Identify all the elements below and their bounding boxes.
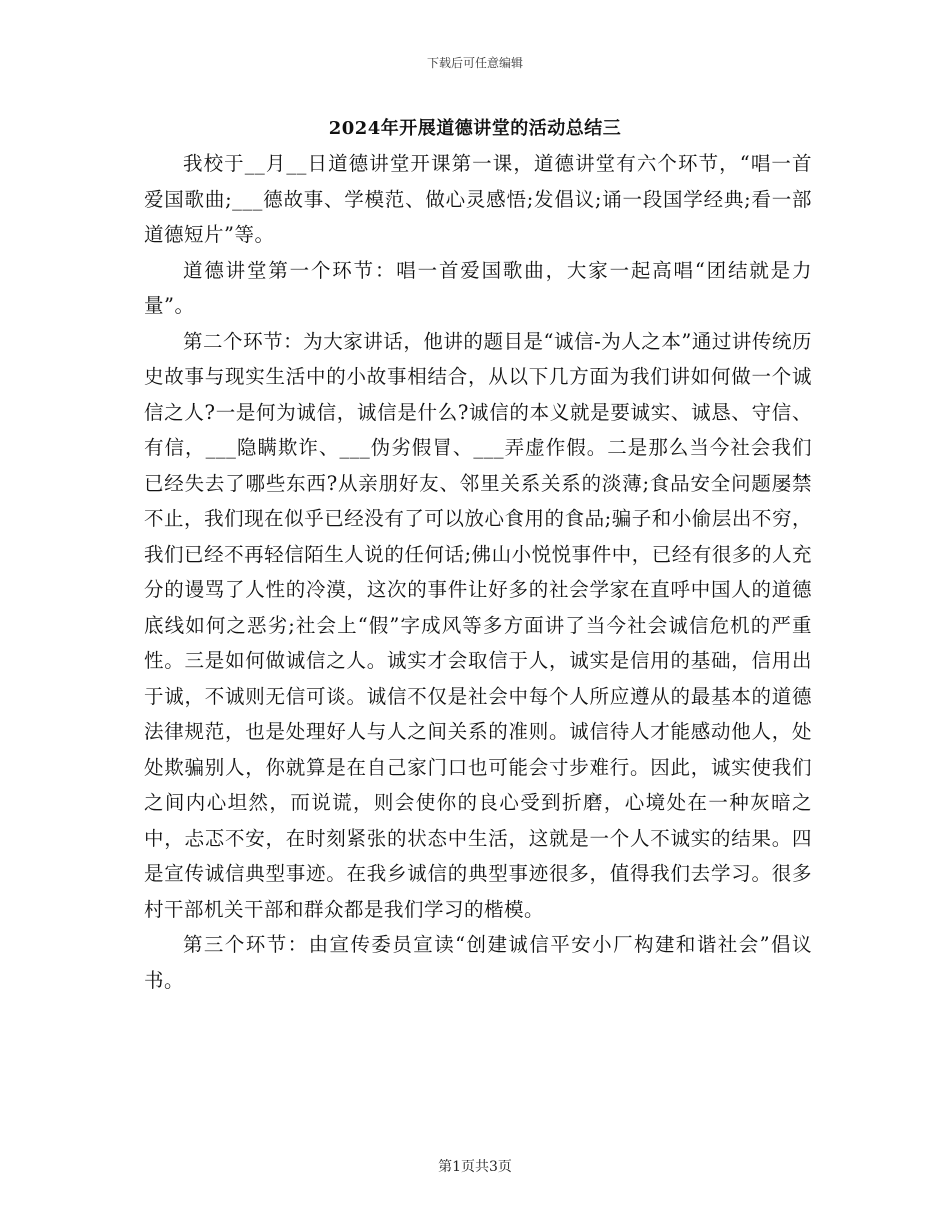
page-number-footer: 第1页共3页 <box>438 1159 512 1175</box>
paragraph-intro: 我校于__月__日道德讲堂开课第一课，道德讲堂有六个环节，“唱一首爱国歌曲;___德故事、学模范、做心灵感悟;发倡议;诵一段国学经典;看一部道德短片”等。 <box>144 152 812 246</box>
header-note: 下载后可任意编辑 <box>426 56 523 70</box>
paragraph-second-section: 第二个环节：为大家讲话，他讲的题目是“诚信-为人之本”通过讲传统历史故事与现实生活中的小故事相结合，从以下几方面为我们讲如何做一个诚信之人?一是何为诚信，诚信是什么?诚信的本义就是要诚实、诚恳、守信、有信，___隐瞒欺诈、___伪劣假冒、___弄虚作假。二是那么当今社会我们已经失去了哪些东西?从亲朋好友、邻里关系关系的淡薄;食品安全问题屡禁不止，我们现在似乎已经没有了可以放心食用的食品;骗子和小偷层出不穷，我们已经不再轻信陌生人说的任何话;佛山小悦悦事件中，已经有很多的人充分的谩骂了人性的冷漠，这次的事件让好多的社会学家在直呼中国人的道德底线如何之恶劣;社会上“假”字成风等多方面讲了当今社会诚信危机的严重性。三是如何做诚信之人。诚实才会取信于人，诚实是信用的基础，信用出于诚，不诚则无信可谈。诚信不仅是社会中每个人所应遵从的最基本的道德法律规范，也是处理好人与人之间关系的准则。诚信待人才能感动他人，处处欺骗别人，你就算是在自己家门口也可能会寸步难行。因此，诚实使我们之间内心坦然，而说谎，则会使你的良心受到折磨，心境处在一种灰暗之中，忐忑不安，在时刻紧张的状态中生活，这就是一个人不诚实的结果。四是宣传诚信典型事迹。在我乡诚信的典型事迹很多，值得我们去学习。很多村干部机关干部和群众都是我们学习的楷模。 <box>144 329 812 921</box>
document-title: 2024年开展道德讲堂的活动总结三 <box>328 118 622 139</box>
paragraph-first-section: 道德讲堂第一个环节：唱一首爱国歌曲，大家一起高唱“团结就是力量”。 <box>144 258 812 317</box>
paragraph-third-section: 第三个环节：由宣传委员宣读“创建诚信平安小厂构建和谐社会”倡议书。 <box>144 933 812 992</box>
document-body <box>144 146 812 998</box>
